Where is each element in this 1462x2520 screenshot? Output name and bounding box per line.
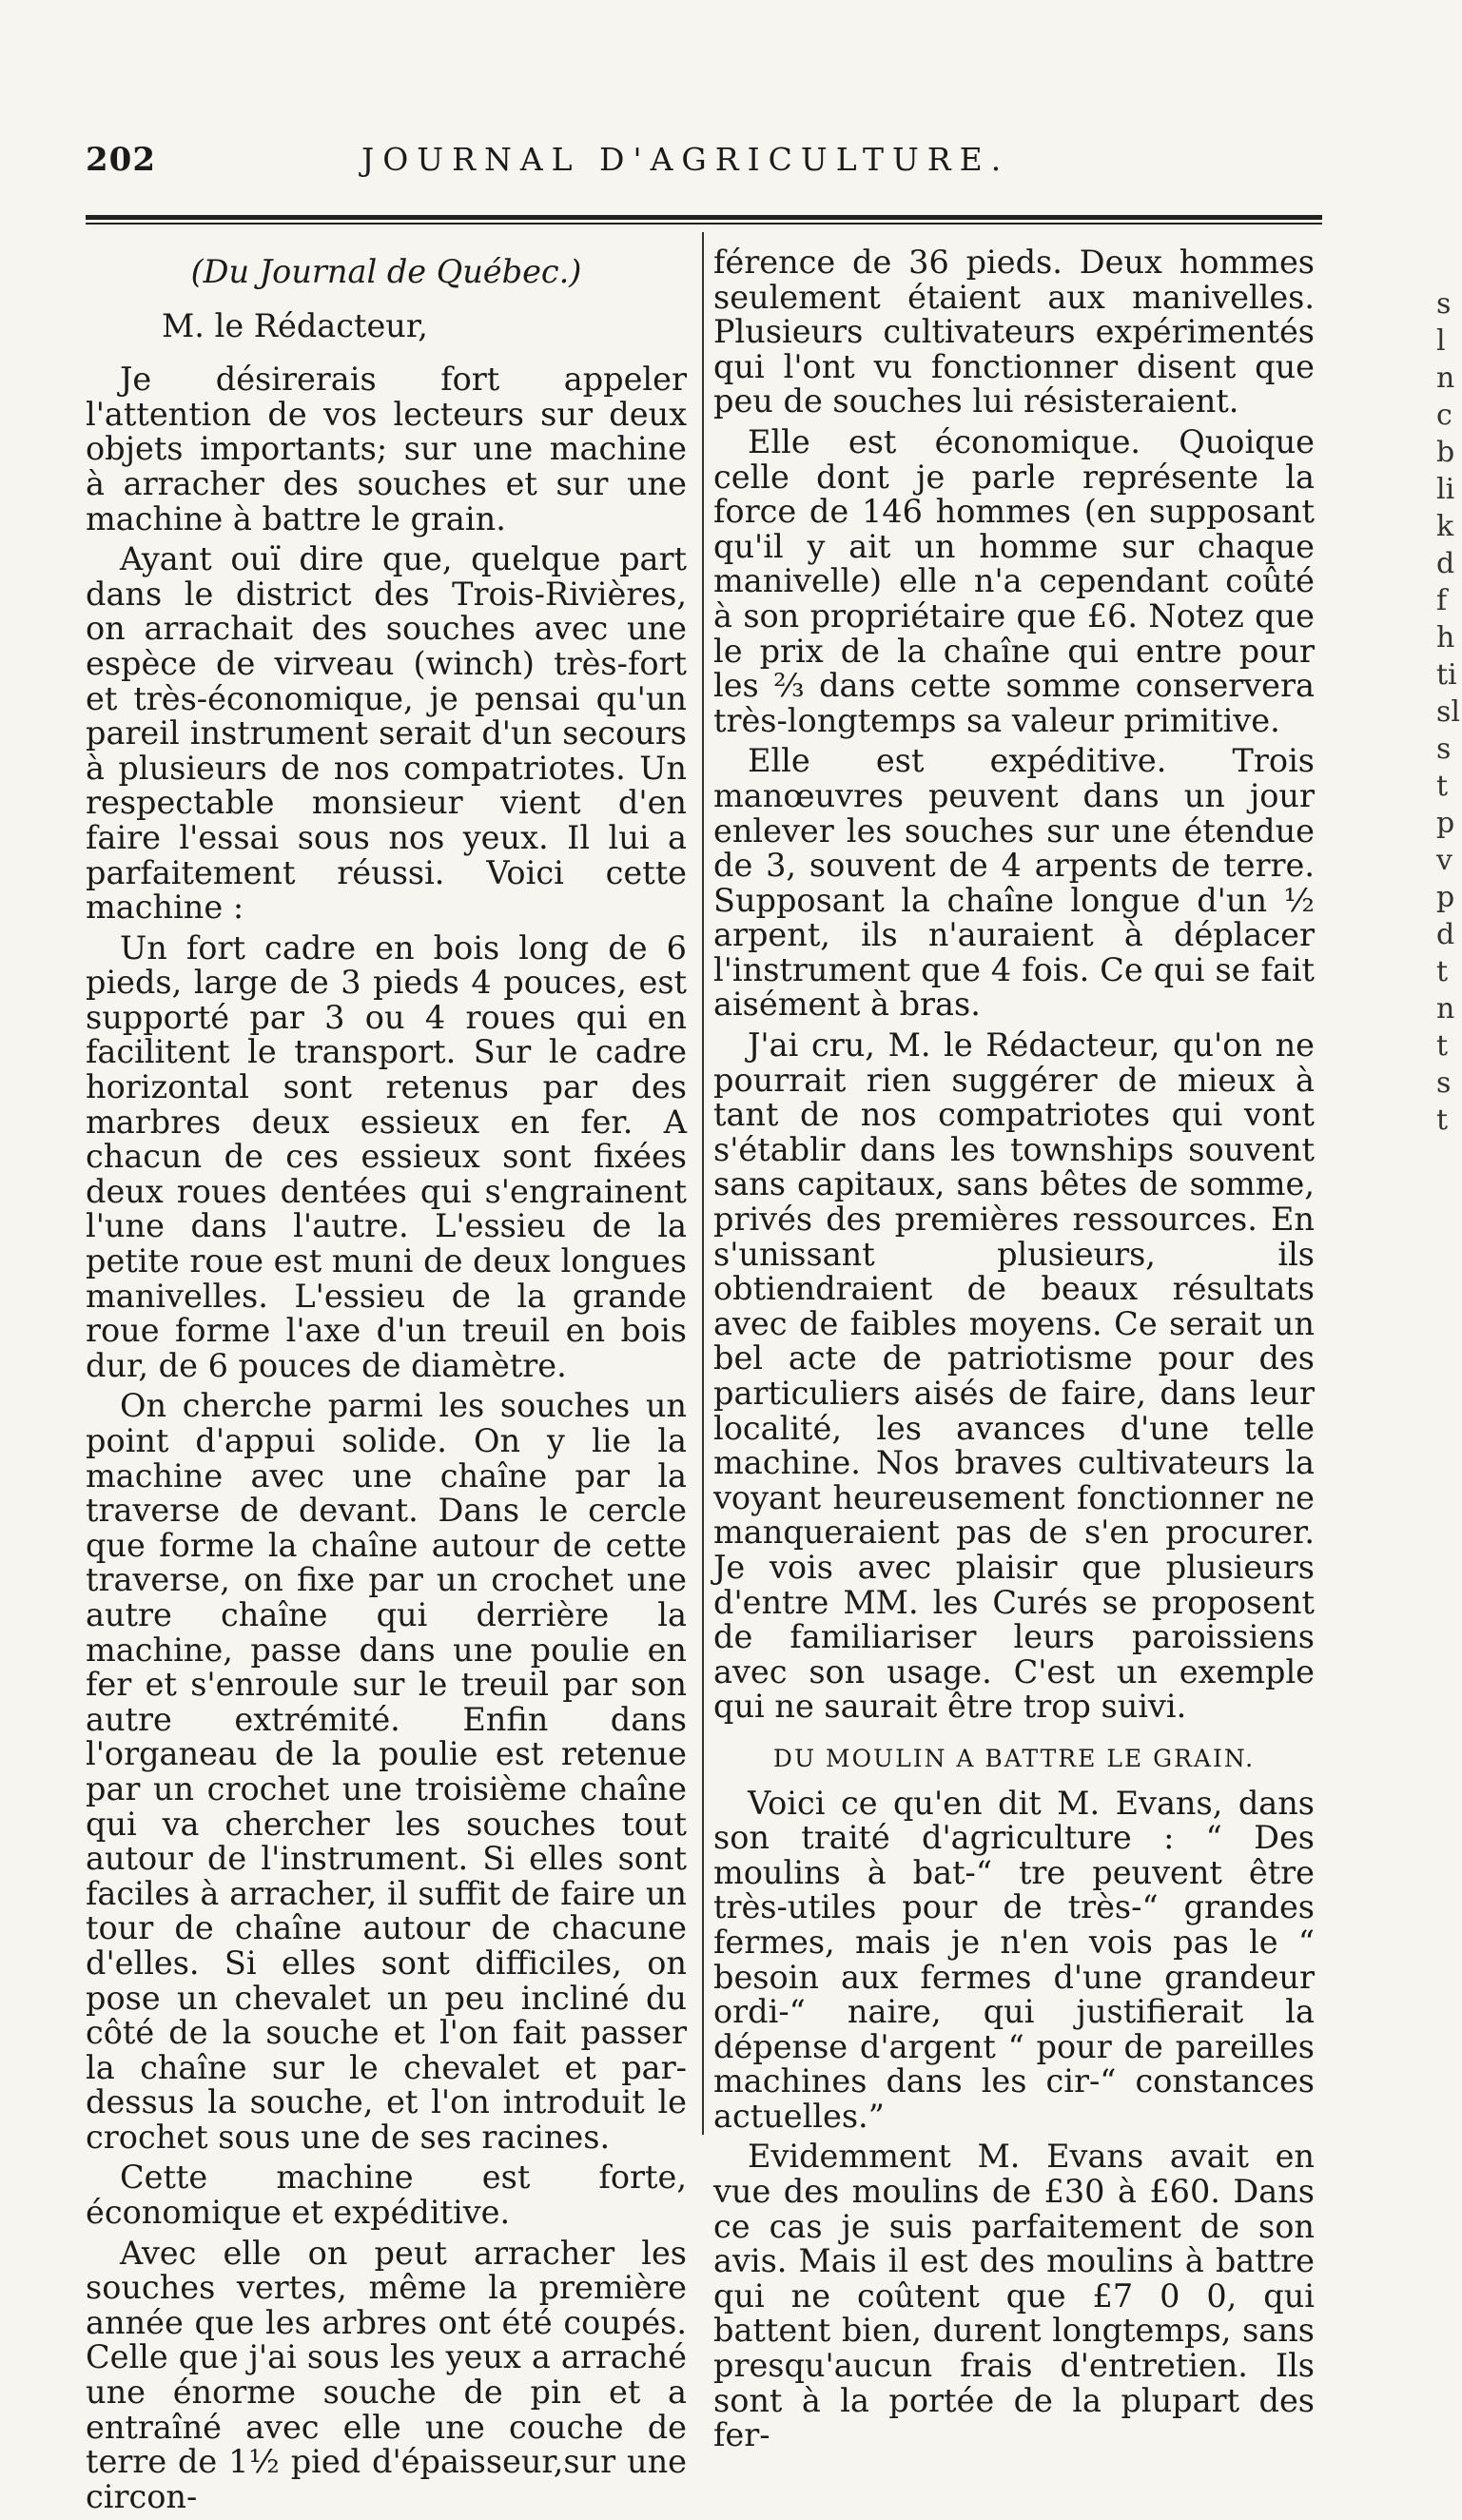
edge-fragment: p (1436, 881, 1455, 914)
edge-fragment: d (1436, 918, 1455, 951)
edge-fragment: v (1436, 844, 1452, 877)
edge-fragment: t (1436, 1104, 1449, 1137)
header-rule-thick (86, 215, 1322, 220)
edge-fragment: s (1436, 733, 1452, 766)
edge-fragment: s (1436, 1066, 1452, 1100)
paragraph: Avec elle on peut arracher les souches vertes, même la première année que les arbres ont été coupés. Celle que j'ai sous les yeux a arraché une énorme souche de pin et a entraîné avec elle une couche de terre de 1½ pied d'épaisseur,sur une circon- (86, 2234, 687, 2515)
left-column (86, 249, 687, 2520)
paragraph: Cette machine est forte, économique et expéditive. (86, 2159, 687, 2232)
header-rule-thin (86, 223, 1322, 225)
edge-fragment: sl (1436, 695, 1460, 729)
column-divider (702, 232, 704, 2135)
facing-page-edge-fragments (1436, 285, 1460, 1139)
edge-fragment: n (1436, 361, 1455, 395)
source-attribution: (Du Journal de Québec.) (190, 253, 582, 290)
section-heading: DU MOULIN A BATTRE LE GRAIN. (772, 1744, 1256, 1772)
edge-fragment: k (1436, 510, 1454, 543)
paragraph: Elle est économique. Quoique celle dont je parle représente la force de 146 hommes (en supposant qu'il y ait un homme sur chaque manivelle) elle n'a cependant coûté à son propriétaire que £6. Notez que le prix de la chaîne qui entre pour les ⅔ dans cette somme conservera très-longtemps sa valeur primitive. (713, 422, 1315, 739)
edge-fragment: ti (1436, 658, 1457, 692)
edge-fragment: t (1436, 955, 1449, 988)
right-column (713, 245, 1315, 2459)
paragraph: Elle est expéditive. Trois manœuvres peuvent dans un jour enlever les souches sur une étendue de 3, souvent de 4 arpents de terre. Supposant la chaîne longue d'un ½ arpent, ils n'auraient à déplacer l'instrument que 4 fois. Ce qui se fait aisément à bras. (713, 742, 1315, 1024)
edge-fragment: t (1436, 1029, 1449, 1063)
paragraph: J'ai cru, M. le Rédacteur, qu'on ne pourrait rien suggérer de mieux à tant de nos compatriotes qui vont s'établir dans les townships souvent sans capitaux, sans bêtes de somme, privés des premières ressources. En s'unissant plusieurs, ils obtiendraient de beaux résultats avec de faibles moyens. Ce serait un bel acte de patriotisme pour des particuliers aisés de faire, dans leur localité, les avances d'une telle machine. Nos braves cultivateurs la voyant heureusement fonctionner ne manqueraient pas de s'en procurer. Je vois avec plaisir que plusieurs d'entre MM. les Curés se proposent de familiariser leurs paroissiens avec son usage. C'est un exemple qui ne saurait être trop suivi. (713, 1026, 1315, 1726)
edge-fragment: n (1436, 992, 1455, 1026)
paragraph: férence de 36 pieds. Deux hommes seulement étaient aux manivelles. Plusieurs cultivateurs expérimentés qui l'ont vu fonctionner disent que peu de souches lui résisteraient. (713, 244, 1315, 420)
salutation: M. le Rédacteur, (162, 306, 428, 344)
paragraph: Je désirerais fort appeler l'attention de vos lecteurs sur deux objets importants; sur une machine à arracher des souches et sur une machine à battre le grain. (86, 361, 687, 537)
paragraph: Ayant ouï dire que, quelque part dans le district des Trois-Rivières, on arrachait des souches avec une espèce de virveau (winch) très-fort et très-économique, je pensai qu'un pareil instrument serait d'un secours à plusieurs de nos compatriotes. Un respectable monsieur vient d'en faire l'essai sous nos yeux. Il lui a parfaitement réussi. Voici cette machine : (86, 540, 687, 927)
edge-fragment: b (1436, 436, 1455, 469)
edge-fragment: c (1436, 399, 1452, 432)
paragraph: Un fort cadre en bois long de 6 pieds, large de 3 pieds 4 pouces, est supporté par 3 ou 4 roues qui en facilitent le transport. Sur le cadre horizontal sont retenus par des marbres deux essieux en fer. A chacun de ces essieux sont fixées deux roues dentées qui s'engrainent l'une dans l'autre. L'essieu de la petite roue est muni de deux longues manivelles. L'essieu de la grande roue forme l'axe d'un treuil en bois dur, de 6 pouces de diamètre. (86, 928, 687, 1384)
running-head-title: JOURNAL D'AGRICULTURE. (361, 141, 1010, 178)
edge-fragment: s (1436, 287, 1452, 321)
edge-fragment: l (1436, 324, 1446, 358)
paragraph: On cherche parmi les souches un point d'appui solide. On y lie la machine avec une chaîne par la traverse de devant. Dans le cercle que forme la chaîne autour de cette traverse, on fixe par un crochet une autre chaîne qui derrière la machine, passe dans une poulie en fer et s'enroule sur le treuil par son autre extrémité. Enfin dans l'organeau de la poulie est retenue par un crochet une troisième chaîne qui va chercher les souches tout autour de l'instrument. Si elles sont faciles à arracher, il suffit de faire un tour de chaîne autour de chacune d'elles. Si elles sont difficiles, on pose un chevalet un peu incliné du côté de la souche et l'on fait passer la chaîne sur le chevalet et par-dessus la souche, et l'on introduit le crochet sous une de ses racines. (86, 1387, 687, 2156)
edge-fragment: h (1436, 621, 1455, 654)
edge-fragment: p (1436, 807, 1455, 840)
edge-fragment: t (1436, 770, 1449, 803)
edge-fragment: li (1436, 473, 1455, 506)
edge-fragment: d (1436, 547, 1455, 580)
edge-fragment: f (1436, 584, 1448, 617)
paragraph: Voici ce qu'en dit M. Evans, dans son traité d'agriculture : “ Des moulins à bat-“ tre peuvent être très-utiles pour de très-“ grandes fermes, mais je n'en vois pas le “ besoin aux fermes d'une grandeur ordi-“ naire, qui justifierait la dépense d'argent “ pour de pareilles machines dans les cir-“ constances actuelles.” (713, 1784, 1315, 2135)
paragraph: Evidemment M. Evans avait en vue des moulins de £30 à £60. Dans ce cas je suis parfaitement de son avis. Mais il est des moulins à battre qui ne coûtent que £7 0 0, qui battent bien, durent longtemps, sans presqu'aucun frais d'entretien. Ils sont à la portée de la plupart des fer- (713, 2138, 1315, 2454)
page-number: 202 (86, 141, 156, 179)
